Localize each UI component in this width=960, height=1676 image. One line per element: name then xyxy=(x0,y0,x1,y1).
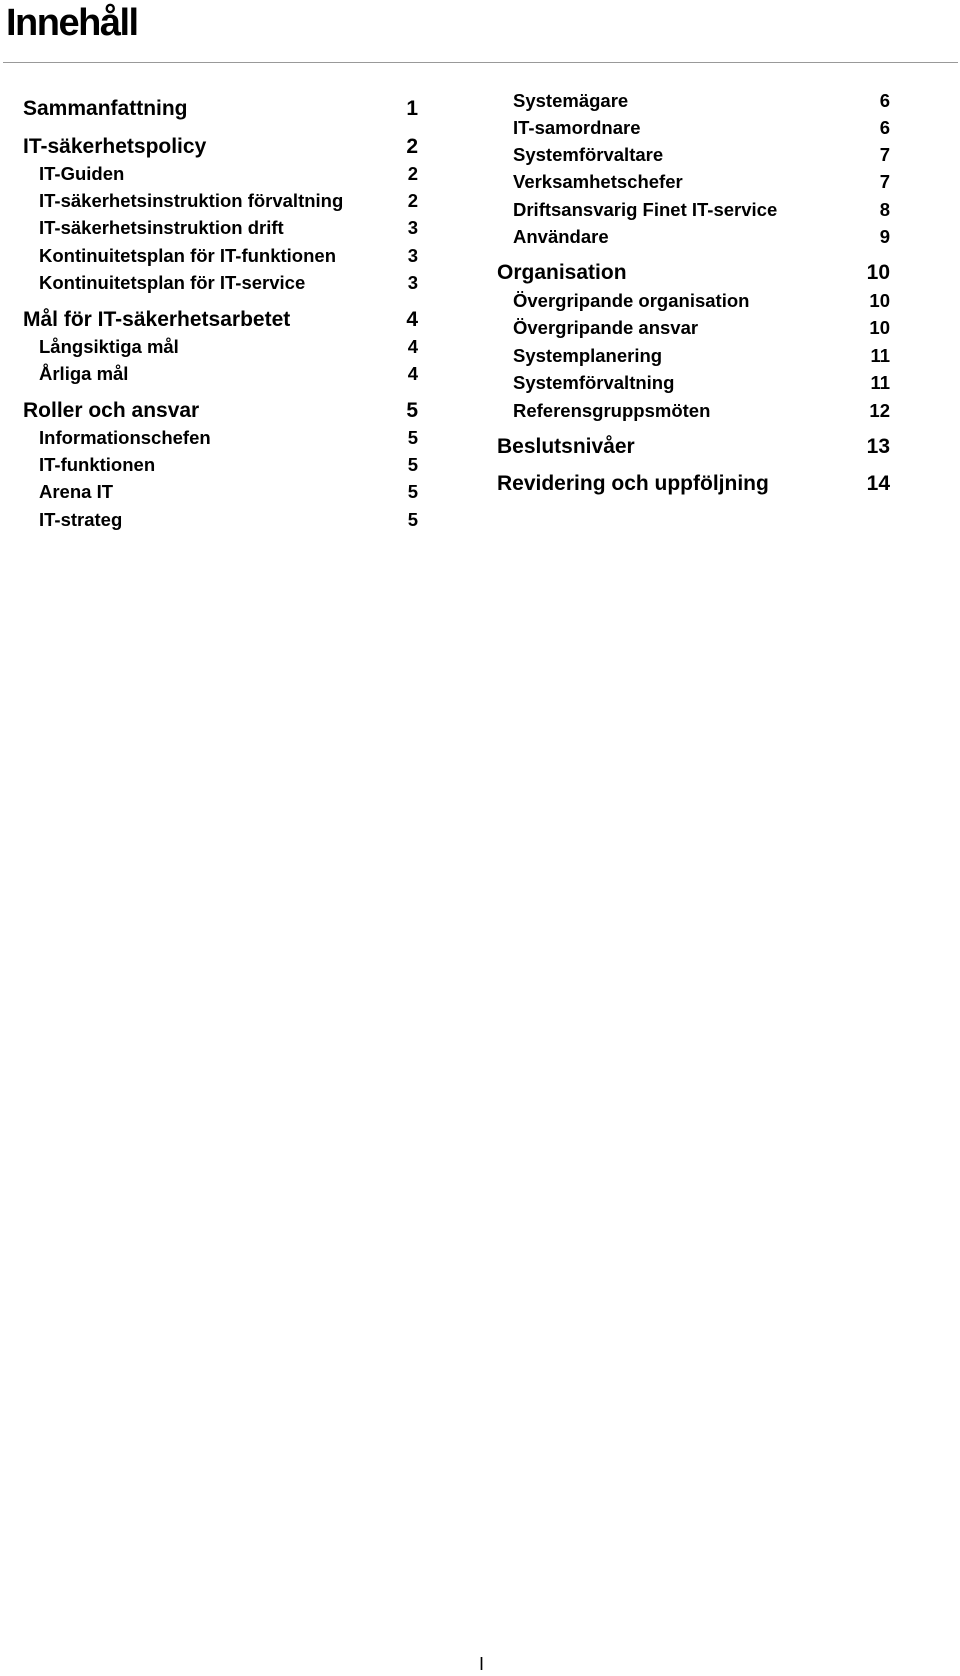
toc-entry-page-number: 4 xyxy=(407,363,418,384)
toc-entry[interactable] xyxy=(513,399,890,423)
toc-entry-page-number: 3 xyxy=(407,272,418,293)
toc-entry-label: Beslutsnivåer xyxy=(497,435,635,458)
toc-entry[interactable] xyxy=(39,508,418,532)
toc-entry-label: IT-säkerhetsinstruktion förvaltning xyxy=(39,190,344,211)
toc-entry-page-number: 5 xyxy=(407,454,418,475)
toc-entry[interactable] xyxy=(513,89,890,113)
toc-entry-page-number: 13 xyxy=(866,435,890,458)
toc-entry-page-number: 6 xyxy=(879,90,890,111)
toc-entry[interactable] xyxy=(23,398,418,424)
toc-entry[interactable] xyxy=(513,225,890,249)
toc-entry-label: Långsiktiga mål xyxy=(39,336,179,357)
toc-entry[interactable] xyxy=(39,271,418,295)
toc-entry[interactable] xyxy=(39,216,418,240)
toc-entry-label: Informationschefen xyxy=(39,427,211,448)
toc-entry[interactable] xyxy=(513,198,890,222)
toc-entry-page-number: 14 xyxy=(866,472,890,495)
toc-entry[interactable] xyxy=(39,244,418,268)
toc-entry-label: Organisation xyxy=(497,261,627,284)
toc-entry-page-number: 5 xyxy=(407,509,418,530)
toc-entry[interactable] xyxy=(513,143,890,167)
toc-entry-page-number: 10 xyxy=(869,290,890,311)
toc-entry-label: Systemägare xyxy=(513,90,629,111)
toc-entry-page-number: 3 xyxy=(407,217,418,238)
toc-entry[interactable] xyxy=(23,96,418,122)
toc-entry[interactable] xyxy=(513,289,890,313)
toc-entry-label: IT-strateg xyxy=(39,509,123,530)
toc-entry-label: Kontinuitetsplan för IT-funktionen xyxy=(39,245,336,266)
toc-entry[interactable] xyxy=(513,371,890,395)
toc-entry-page-number: 5 xyxy=(407,481,418,502)
toc-entry-label: Mål för IT-säkerhetsarbetet xyxy=(23,308,291,331)
toc-entry-page-number: 11 xyxy=(870,345,890,366)
toc-entry-label: IT-Guiden xyxy=(39,163,125,184)
toc-entry[interactable] xyxy=(23,307,418,333)
toc-entry-page-number: 4 xyxy=(407,336,418,357)
toc-entry-label: Systemförvaltning xyxy=(513,372,675,393)
toc-entry-page-number: 11 xyxy=(870,372,890,393)
toc-entry[interactable] xyxy=(39,362,418,386)
toc-entry[interactable] xyxy=(497,471,890,497)
toc-entry-label: Sammanfattning xyxy=(23,97,188,120)
toc-entry-label: Arena IT xyxy=(39,481,114,502)
page-title: Innehåll xyxy=(6,2,138,44)
toc-entry[interactable] xyxy=(513,170,890,194)
toc-entry-label: Referensgruppsmöten xyxy=(513,400,711,421)
toc-entry-label: Övergripande ansvar xyxy=(513,317,699,338)
toc-entry-page-number: 7 xyxy=(879,171,890,192)
toc-entry-label: Verksamhetschefer xyxy=(513,171,683,192)
toc-entry-page-number: 3 xyxy=(407,245,418,266)
toc-entry[interactable] xyxy=(23,134,418,160)
toc-entry-page-number: 2 xyxy=(407,163,418,184)
toc-entry[interactable] xyxy=(39,453,418,477)
toc-entry-label: Användare xyxy=(513,226,609,247)
toc-entry-label: Roller och ansvar xyxy=(23,399,200,422)
toc-entry-label: IT-säkerhetspolicy xyxy=(23,135,207,158)
toc-entry-label: Årliga mål xyxy=(39,363,129,384)
toc-entry-page-number: 5 xyxy=(407,427,418,448)
toc-entry-page-number: 12 xyxy=(869,400,890,421)
title-divider xyxy=(3,62,958,63)
toc-entry-page-number: 1 xyxy=(406,97,418,120)
toc-entry-page-number: 2 xyxy=(407,190,418,211)
toc-entry-label: IT-samordnare xyxy=(513,117,641,138)
toc-entry[interactable] xyxy=(39,335,418,359)
toc-entry[interactable] xyxy=(39,162,418,186)
toc-entry-page-number: 9 xyxy=(879,226,890,247)
toc-entry-label: Revidering och uppföljning xyxy=(497,472,769,495)
toc-entry[interactable] xyxy=(497,434,890,460)
toc-entry[interactable] xyxy=(513,316,890,340)
toc-entry-label: Systemförvaltare xyxy=(513,144,664,165)
toc-entry-page-number: 8 xyxy=(879,199,890,220)
toc-entry[interactable] xyxy=(39,426,418,450)
toc-entry-page-number: 7 xyxy=(879,144,890,165)
toc-entry[interactable] xyxy=(497,260,890,286)
toc-entry-label: Systemplanering xyxy=(513,345,663,366)
toc-entry[interactable] xyxy=(39,189,418,213)
toc-entry-label: Driftsansvarig Finet IT-service xyxy=(513,199,778,220)
toc-entry-page-number: 10 xyxy=(869,317,890,338)
toc-entry-page-number: 5 xyxy=(406,399,418,422)
toc-entry-label: IT-säkerhetsinstruktion drift xyxy=(39,217,284,238)
toc-entry[interactable] xyxy=(39,480,418,504)
toc-entry-label: IT-funktionen xyxy=(39,454,156,475)
toc-entry[interactable] xyxy=(513,116,890,140)
toc-entry-page-number: 6 xyxy=(879,117,890,138)
toc-entry-label: Övergripande organisation xyxy=(513,290,750,311)
toc-entry-label: Kontinuitetsplan för IT-service xyxy=(39,272,306,293)
toc-entry-page-number: 4 xyxy=(406,308,418,331)
toc-entry-page-number: 2 xyxy=(406,135,418,158)
page-number-footer: I xyxy=(479,1654,485,1674)
toc-entry[interactable] xyxy=(513,344,890,368)
toc-entry-page-number: 10 xyxy=(866,261,890,284)
